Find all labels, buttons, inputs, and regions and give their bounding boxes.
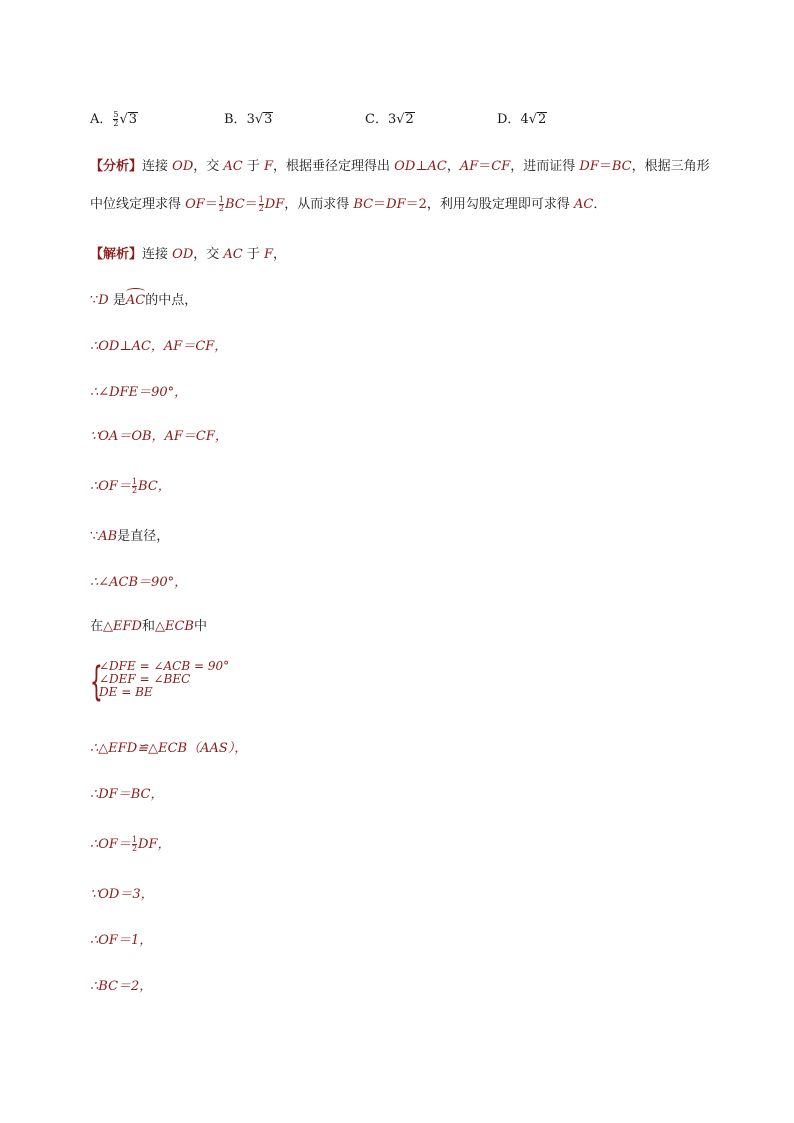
fraction: $\frac{5}{2}$	[113, 110, 119, 128]
radicand: 2	[538, 112, 547, 127]
solution-step-2: ∴OD⊥AC，AF＝CF，	[90, 339, 228, 354]
fraction: $\frac{1}{2}$	[131, 477, 138, 495]
solution-step-10: ∴DF＝BC，	[90, 787, 164, 802]
sqrt-icon: √	[254, 112, 264, 127]
sqrt-icon: √	[119, 112, 128, 127]
analysis-line-1: 【分析】连接 OD，交 AC 于 F，根据垂径定理得出 OD⊥AC，AF＝CF，进而证得 DF＝BC，根据三角形	[90, 159, 710, 174]
radicand: 3	[128, 112, 138, 127]
system-row: ∠DEF = ∠BEC	[99, 672, 191, 686]
left-brace-icon: {	[90, 659, 103, 705]
system-row: ∠DFE = ∠ACB = 90°	[99, 659, 230, 673]
choice-a	[90, 108, 138, 128]
choice-d: D．4√2	[497, 112, 547, 127]
choice-letter: D．	[497, 112, 521, 127]
fraction: $\frac{1}{2}$	[131, 835, 138, 853]
solution-tag: 【解析】	[90, 247, 143, 262]
choice-c: C．3√2	[365, 112, 414, 127]
solution-step-6: ∵AB是直径，	[90, 529, 170, 544]
solution-step-1: ∵D 是AC的中点，	[90, 293, 198, 308]
solution-step-13: ∴OF＝1，	[90, 933, 153, 948]
radicand: 2	[405, 112, 414, 127]
choice-letter: A．	[90, 112, 113, 127]
solution-step-3: ∴∠DFE＝90°，	[90, 385, 188, 400]
solution-intro: 【解析】连接 OD，交 AC 于 F，	[90, 247, 287, 262]
fraction: $\frac{1}{2}$	[258, 195, 264, 213]
choice-letter: C．	[365, 112, 388, 127]
solution-step-7: ∴∠ACB＝90°，	[90, 575, 188, 590]
solution-step-5: ∴OF＝ $\frac{1}{2}$ BC，	[90, 477, 171, 495]
analysis-tag: 【分析】	[90, 159, 143, 174]
solution-step-14: ∴BC＝2，	[90, 979, 153, 994]
solution-step-9: ∴△EFD≌△ECB（AAS），	[90, 741, 248, 756]
solution-step-8: 在△EFD和△ECB中	[90, 619, 207, 634]
solution-step-12: ∵OD＝3，	[90, 887, 154, 902]
sqrt-icon: √	[528, 112, 538, 127]
choice-b: B．3√3	[224, 112, 273, 127]
analysis-line-2: 中位线定理求得 OF＝ $\frac{1}{2}$ BC＝ $\frac{1}{2}$ DF，从而求得 BC＝DF＝2，利用勾股定理即可求得 AC．	[90, 195, 607, 213]
fraction: $\frac{1}{2}$	[218, 195, 224, 213]
solution-step-4: ∵OA＝OB，AF＝CF，	[90, 429, 228, 444]
radicand: 3	[264, 112, 273, 127]
sqrt-icon: √	[396, 112, 405, 127]
choice-letter: B．	[224, 112, 247, 127]
system-row: DE = BE	[99, 685, 153, 699]
solution-step-11: ∴OF＝ $\frac{1}{2}$ DF，	[90, 835, 171, 853]
arc-label: AC	[125, 293, 146, 308]
